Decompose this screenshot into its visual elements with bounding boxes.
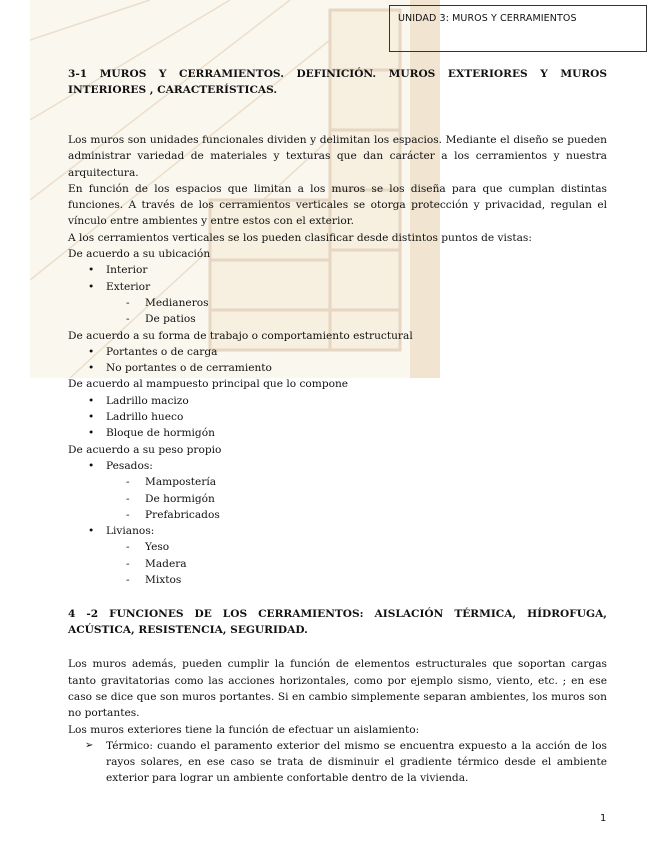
bullet-list bbox=[68, 458, 607, 588]
classification-title: De acuerdo a su ubicación bbox=[68, 248, 211, 261]
document-body bbox=[68, 66, 607, 787]
list-item: • Interior bbox=[68, 262, 607, 278]
list-item: • Bloque de hormigón bbox=[68, 425, 607, 441]
sub-list-item: - Madera bbox=[68, 556, 607, 572]
bullet-list bbox=[68, 344, 607, 377]
sub-list-item: - Mixtos bbox=[68, 572, 607, 588]
sub-list-item: - Yeso bbox=[68, 539, 607, 555]
unit-title-box bbox=[389, 5, 647, 52]
list-item: • Portantes o de carga bbox=[68, 344, 607, 360]
classification-title: De acuerdo a su peso propio bbox=[68, 443, 222, 456]
paragraph: Los muros son unidades funcionales dividen y delimitan los espacios. Mediante el diseño se pueden administrar variedad de materiales y texturas que dan carácter a los cerramientos y nuestra arquitectura. bbox=[68, 134, 607, 179]
classification-title: De acuerdo al mampuesto principal que lo compone bbox=[68, 378, 349, 391]
section-heading-3-1: 3-1 MUROS Y CERRAMIENTOS. DEFINICIÓN. MUROS EXTERIORES Y MUROS INTERIORES , CARACTERÍSTICAS. bbox=[68, 68, 607, 96]
sub-list-item: - De patios bbox=[68, 311, 607, 327]
arrow-list bbox=[68, 738, 607, 787]
classification-title: De acuerdo a su forma de trabajo o comportamiento estructural bbox=[68, 329, 413, 342]
unit-title: UNIDAD 3: MUROS Y CERRAMIENTOS bbox=[398, 13, 577, 24]
sub-list-item: - Mampostería bbox=[68, 474, 607, 490]
bullet-list bbox=[68, 393, 607, 442]
sub-list-item: - Medianeros bbox=[68, 295, 607, 311]
paragraph: En función de los espacios que limitan a los muros se los diseña para que cumplan distintas funciones. A través de los cerramientos verticales se otorga protección y privacidad, regulan el vínculo entre ambientes y entre estos con el exterior. bbox=[68, 182, 607, 228]
list-item: • No portantes o de cerramiento bbox=[68, 360, 607, 376]
arrow-list-item: ➢ Térmico: cuando el paramento exterior del mismo se encuentra expuesto a la acción de los rayos solares, en ese caso se trata de disminuir el gradiente térmico desde el ambiente exterior para lograr un ambiente confortable dentro de la vivienda. bbox=[68, 738, 607, 787]
list-item: • Ladrillo macizo bbox=[68, 393, 607, 409]
list-item: • Exterior bbox=[68, 279, 607, 295]
list-item: • Livianos: bbox=[68, 523, 607, 539]
section-heading-4-2: 4 -2 FUNCIONES DE LOS CERRAMIENTOS: AISLACIÓN TÉRMICA, HÍDROFUGA, ACÚSTICA, RESISTENCIA, SEGURIDAD. bbox=[68, 608, 607, 637]
list-item: • Ladrillo hueco bbox=[68, 409, 607, 425]
paragraph: Los muros además, pueden cumplir la función de elementos estructurales que soportan cargas tanto gravitatorias como las acciones horizontales, como por ejemplo sismo, viento, etc. ; en ese caso se dice que son muros portantes. Si en cambio simplemente separan ambientes, los muros son no portantes. bbox=[68, 658, 607, 720]
paragraph: A los cerramientos verticales se los pueden clasificar desde distintos puntos de vistas: bbox=[68, 231, 532, 244]
page-number: 1 bbox=[600, 813, 607, 824]
bullet-list bbox=[68, 262, 607, 327]
paragraph: Los muros exteriores tiene la función de efectuar un aislamiento: bbox=[68, 723, 420, 736]
sub-list-item: - De hormigón bbox=[68, 491, 607, 507]
list-item: • Pesados: bbox=[68, 458, 607, 474]
sub-list-item: - Prefabricados bbox=[68, 507, 607, 523]
